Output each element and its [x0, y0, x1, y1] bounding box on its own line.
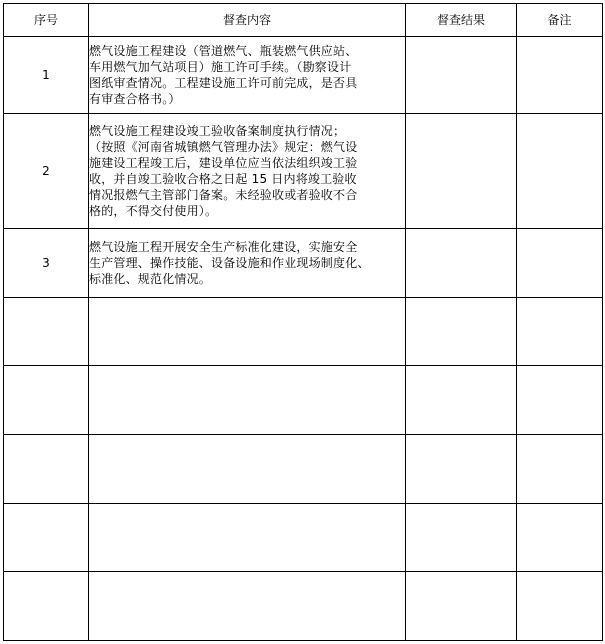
- empty-row: [4, 366, 603, 435]
- empty-row: [4, 435, 603, 504]
- empty-cell[interactable]: [4, 366, 89, 435]
- content-line: 格的，不得交付使用）。: [89, 204, 218, 219]
- row-result-cell[interactable]: [406, 37, 517, 114]
- empty-cell[interactable]: [406, 572, 517, 641]
- header-seq: 序号: [4, 4, 89, 37]
- empty-cell[interactable]: [4, 435, 89, 504]
- empty-cell[interactable]: [406, 435, 517, 504]
- empty-cell[interactable]: [517, 572, 603, 641]
- empty-cell[interactable]: [89, 503, 406, 572]
- empty-cell[interactable]: [4, 572, 89, 641]
- empty-cell[interactable]: [4, 297, 89, 366]
- row-remark-cell[interactable]: [517, 229, 603, 298]
- empty-cell[interactable]: [89, 366, 406, 435]
- table-row: [4, 37, 603, 114]
- empty-cell[interactable]: [89, 435, 406, 504]
- content-line: 有审查合格书。）: [89, 92, 181, 107]
- empty-cell[interactable]: [517, 503, 603, 572]
- inspection-table: [3, 3, 603, 641]
- row-content: [89, 37, 406, 114]
- header-content: 督查内容: [89, 4, 406, 37]
- empty-cell[interactable]: [4, 503, 89, 572]
- empty-row: [4, 572, 603, 641]
- empty-row: [4, 297, 603, 366]
- header-row: [4, 4, 603, 37]
- content-line: 图纸审查情况。工程建设施工许可前完成，是否具: [89, 76, 358, 91]
- row-content: [89, 229, 406, 298]
- empty-cell[interactable]: [517, 366, 603, 435]
- row-result-cell[interactable]: [406, 114, 517, 229]
- content-line: 标准化、规范化情况。: [89, 271, 212, 286]
- row-remark-cell[interactable]: [517, 37, 603, 114]
- empty-cell[interactable]: [89, 297, 406, 366]
- content-line: 情况报燃气主管部门备案。未经验收或者验收不合: [89, 188, 358, 203]
- content-line: 收，并自竣工验收合格之日起 15 日内将竣工验收: [89, 172, 357, 187]
- table-row: [4, 114, 603, 229]
- content-line: 施建设工程竣工后，建设单位应当依法组织竣工验: [89, 156, 358, 171]
- content-line: 车用燃气加气站项目）施工许可手续。（勘察设计: [89, 60, 352, 75]
- row-remark-cell[interactable]: [517, 114, 603, 229]
- table-row: [4, 229, 603, 298]
- empty-cell[interactable]: [517, 297, 603, 366]
- content-line: 生产管理、操作技能、设备设施和作业现场制度化、: [89, 255, 370, 270]
- empty-cell[interactable]: [406, 503, 517, 572]
- header-remark: 备注: [517, 4, 603, 37]
- empty-cell[interactable]: [89, 572, 406, 641]
- header-result: 督查结果: [406, 4, 517, 37]
- content-line: 燃气设施工程建设（管道燃气、瓶装燃气供应站、: [89, 44, 358, 59]
- row-seq: 2: [4, 114, 89, 229]
- row-seq: 1: [4, 37, 89, 114]
- empty-row: [4, 503, 603, 572]
- empty-cell[interactable]: [517, 435, 603, 504]
- row-seq: 3: [4, 229, 89, 298]
- content-line: 燃气设施工程建设竣工验收备案制度执行情况；: [89, 124, 346, 139]
- empty-cell[interactable]: [406, 366, 517, 435]
- row-result-cell[interactable]: [406, 229, 517, 298]
- row-content: [89, 114, 406, 229]
- content-line: （按照《河南省城镇燃气管理办法》规定：燃气设: [89, 140, 358, 155]
- content-line: 燃气设施工程开展安全生产标准化建设，实施安全: [89, 239, 358, 254]
- empty-cell[interactable]: [406, 297, 517, 366]
